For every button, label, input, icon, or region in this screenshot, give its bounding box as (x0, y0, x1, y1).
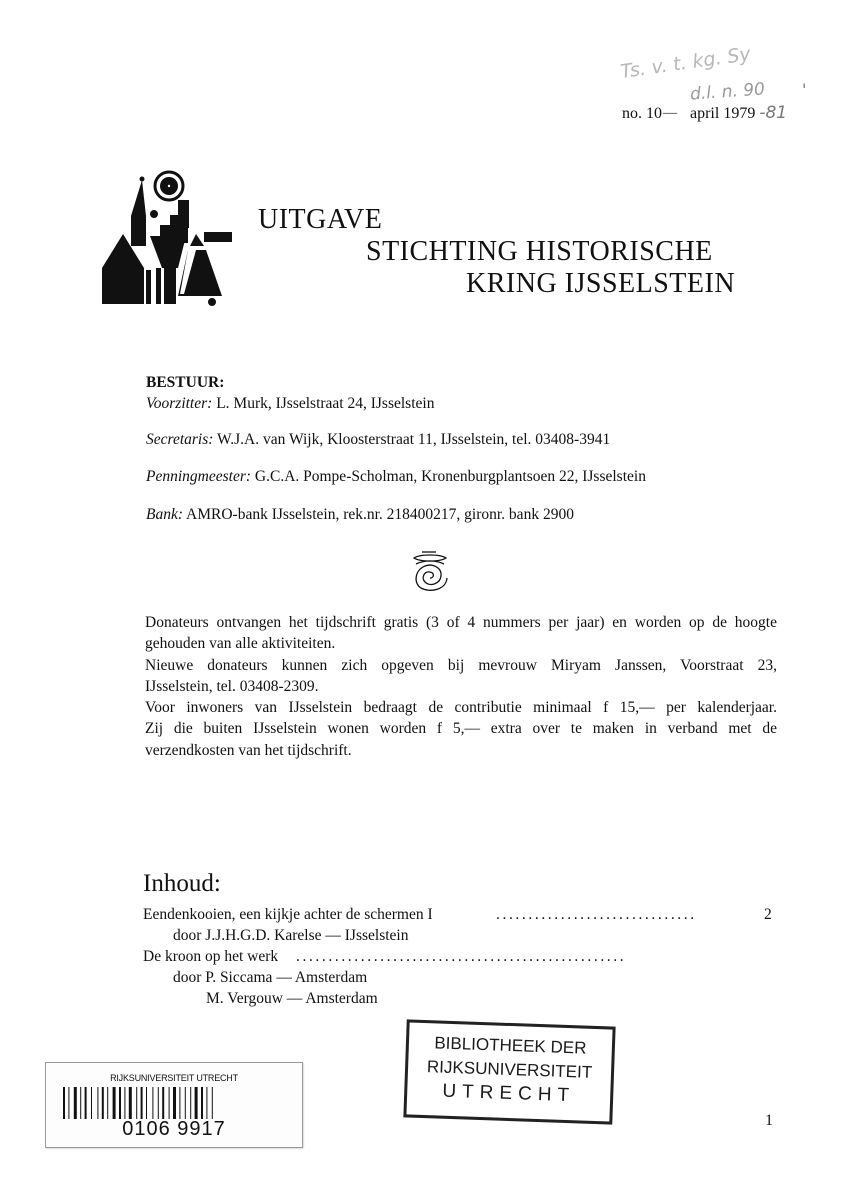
barcode-bar (97, 1087, 98, 1119)
board-member-chairman (146, 395, 434, 413)
toc-author: door P. Siccama — Amsterdam (173, 969, 368, 986)
barcode-bar (201, 1087, 203, 1119)
stamp-line3: UTRECHT (442, 1080, 576, 1107)
barcode-bar (136, 1087, 137, 1119)
barcode-bar (146, 1087, 147, 1119)
board-role: Bank: (146, 506, 184, 523)
handwritten-dash: — (662, 103, 678, 122)
barcode-icon (63, 1087, 285, 1119)
barcode-bar (190, 1087, 191, 1119)
board-bank (146, 506, 574, 524)
stamp-line1: BIBLIOTHEEK DER (434, 1033, 587, 1058)
barcode-bar (68, 1087, 69, 1119)
library-barcode-label (45, 1062, 303, 1148)
board-role: Secretaris: (146, 431, 214, 448)
board-member-treasurer (146, 468, 646, 486)
board-details: G.C.A. Pompe-Scholman, Kronenburgplantsoen 22, IJsselstein (254, 468, 646, 485)
issue-line (622, 103, 787, 123)
board-role: Penningmeester: (146, 468, 252, 485)
handwritten-note-line1: Ts. v. t. kg. Sy (619, 42, 752, 84)
barcode-bar (141, 1087, 143, 1119)
barcode-bar (119, 1087, 121, 1119)
logo-icon (96, 170, 238, 310)
issue-date: april 1979 (690, 105, 756, 122)
issue-number: no. 10 (622, 105, 662, 122)
handwritten-mark: ' (802, 80, 807, 99)
toc-leader: ............................... (496, 906, 697, 923)
info-line: Zij die buiten IJsselstein wonen worden f 5,— extra over te maken in verband met de (145, 720, 777, 738)
spiral-ornament-icon (400, 548, 460, 594)
toc-author: door J.J.H.G.D. Karelse — IJsselstein (173, 927, 409, 944)
contents-heading: Inhoud: (143, 870, 221, 897)
barcode-institution: RIJKSUNIVERSITEIT UTRECHT (110, 1073, 238, 1083)
barcode-bar (102, 1087, 104, 1119)
barcode-bar (113, 1087, 116, 1119)
masthead-line2: STICHTING HISTORISCHE (366, 236, 713, 267)
handwritten-suffix: -81 (759, 103, 788, 123)
info-line: verzendkosten van het tijdschrift. (145, 741, 352, 759)
toc-entry-title: Eendenkooien, een kijkje achter de schermen I (143, 906, 433, 923)
barcode-bar (158, 1087, 159, 1119)
info-line: IJsselstein, tel. 03408-2309. (145, 677, 319, 695)
board-heading: BESTUUR: (146, 374, 225, 391)
barcode-bar (74, 1087, 77, 1119)
toc-entry-title: De kroon op het werk (143, 948, 279, 965)
barcode-bar (162, 1087, 164, 1119)
stamp-line2: RIJKSUNIVERSITEIT (426, 1057, 593, 1082)
barcode-bar (169, 1087, 170, 1119)
page-number: 1 (765, 1112, 773, 1129)
barcode-bar (179, 1087, 180, 1119)
board-role: Voorzitter: (146, 395, 213, 412)
toc-leader: ................................................... (296, 948, 627, 965)
barcode-bar (91, 1087, 92, 1119)
barcode-bar (124, 1087, 125, 1119)
barcode-bar (185, 1087, 186, 1119)
masthead-line1: UITGAVE (258, 204, 383, 235)
toc-page-number: 2 (764, 906, 772, 923)
barcode-bar (129, 1087, 132, 1119)
barcode-bar (173, 1087, 176, 1119)
barcode-bar (195, 1087, 198, 1119)
barcode-bar (63, 1087, 65, 1119)
info-line: Nieuwe donateurs kunnen zich opgeven bij mevrouw Miryam Janssen, Voorstraat 23, (145, 656, 777, 674)
barcode-bar (85, 1087, 87, 1119)
toc-author: M. Vergouw — Amsterdam (206, 990, 378, 1007)
masthead-line3: KRING IJSSELSTEIN (466, 268, 736, 299)
board-member-secretary (146, 431, 610, 449)
info-line: Voor inwoners van IJsselstein bedraagt de contributie minimaal f 15,— per kalenderjaar. (145, 699, 777, 717)
barcode-bar (206, 1087, 207, 1119)
board-details: W.J.A. van Wijk, Kloosterstraat 11, IJsselstein, tel. 03408-3941 (217, 431, 611, 448)
info-line: Donateurs ontvangen het tijdschrift gratis (3 of 4 nummers per jaar) en worden op de hoogte (145, 614, 777, 631)
handwritten-note-line2: d.l. n. 90 (689, 79, 766, 105)
donor-info (145, 612, 777, 761)
barcode-bar (80, 1087, 81, 1119)
board-details: L. Murk, IJsselstraat 24, IJsselstein (216, 395, 435, 412)
library-stamp (403, 1019, 615, 1124)
barcode-bar (107, 1087, 108, 1119)
info-line: gehouden van alle aktiviteiten. (145, 635, 336, 653)
barcode-number: 0106 9917 (122, 1118, 226, 1140)
barcode-bar (152, 1087, 153, 1119)
board-details: AMRO-bank IJsselstein, rek.nr. 218400217, gironr. bank 2900 (186, 506, 574, 523)
barcode-bar (212, 1087, 213, 1119)
